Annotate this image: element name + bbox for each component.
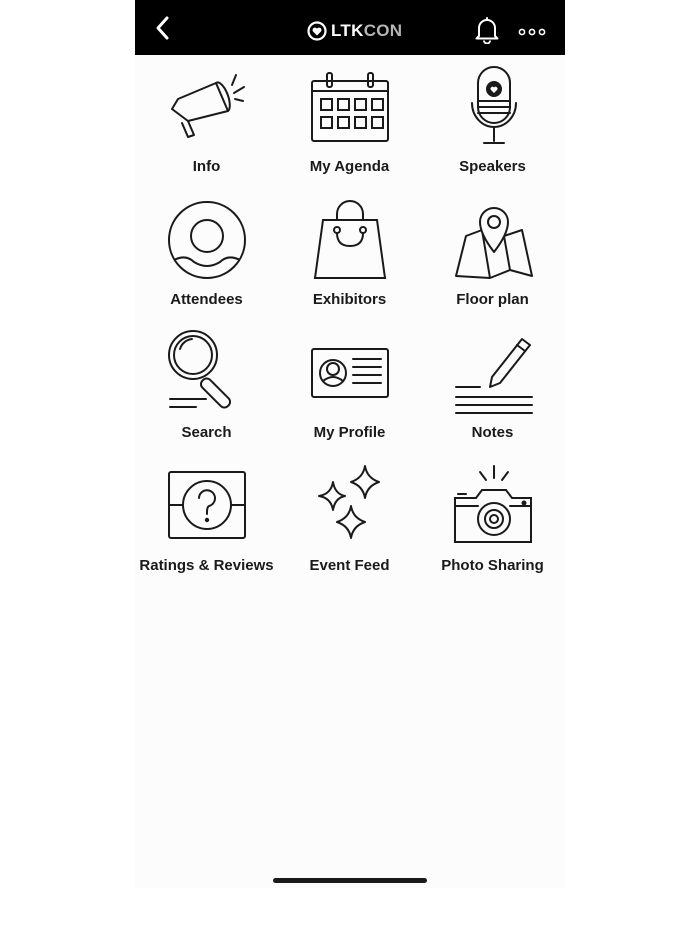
sparkles-icon bbox=[309, 462, 391, 548]
tile-ratings-reviews[interactable] bbox=[135, 454, 278, 587]
tile-floor-plan[interactable] bbox=[421, 188, 564, 321]
user-circle-icon bbox=[166, 196, 248, 282]
tile-attendees[interactable] bbox=[135, 188, 278, 321]
pencil-lines-icon bbox=[452, 329, 534, 415]
back-button[interactable] bbox=[149, 14, 177, 42]
top-bar bbox=[135, 0, 565, 55]
id-card-icon bbox=[309, 329, 391, 415]
more-options-button[interactable] bbox=[517, 24, 547, 34]
chevron-left-icon bbox=[149, 14, 177, 42]
calendar-icon bbox=[309, 63, 391, 149]
notifications-button[interactable] bbox=[474, 16, 500, 44]
tile-search[interactable] bbox=[135, 321, 278, 454]
logo-text-secondary: CON bbox=[363, 21, 403, 40]
app-screen bbox=[135, 0, 565, 888]
tile-label: Speakers bbox=[459, 158, 526, 175]
tile-label: Ratings & Reviews bbox=[139, 557, 274, 574]
question-box-icon bbox=[166, 462, 248, 548]
tile-label: Search bbox=[181, 424, 232, 441]
microphone-icon bbox=[452, 63, 534, 149]
shopping-bag-icon bbox=[309, 196, 391, 282]
tile-label: Photo Sharing bbox=[441, 557, 544, 574]
tile-label: Floor plan bbox=[456, 291, 529, 308]
tile-speakers[interactable] bbox=[421, 55, 564, 188]
tile-label: Event Feed bbox=[309, 557, 390, 574]
megaphone-icon bbox=[166, 63, 248, 149]
logo-text-primary: LTK bbox=[331, 21, 364, 40]
tile-my-profile[interactable] bbox=[278, 321, 421, 454]
tile-event-feed[interactable] bbox=[278, 454, 421, 587]
map-pin-icon bbox=[452, 196, 534, 282]
bell-icon bbox=[474, 16, 500, 44]
tile-label: My Agenda bbox=[309, 158, 390, 175]
tile-label: Attendees bbox=[170, 291, 243, 308]
tile-label: Exhibitors bbox=[312, 291, 387, 308]
tile-info[interactable] bbox=[135, 55, 278, 188]
tile-label: My Profile bbox=[313, 424, 386, 441]
camera-icon bbox=[452, 462, 534, 548]
tile-label: Info bbox=[192, 158, 221, 175]
app-logo bbox=[307, 19, 402, 43]
magnifier-icon bbox=[166, 329, 248, 415]
home-indicator[interactable] bbox=[273, 878, 427, 883]
tile-exhibitors[interactable] bbox=[278, 188, 421, 321]
more-horizontal-icon bbox=[517, 27, 547, 37]
tile-notes[interactable] bbox=[421, 321, 564, 454]
tile-my-agenda[interactable] bbox=[278, 55, 421, 188]
tile-label: Notes bbox=[471, 424, 514, 441]
logo-heart-icon bbox=[307, 21, 327, 41]
tile-photo-sharing[interactable] bbox=[421, 454, 564, 587]
